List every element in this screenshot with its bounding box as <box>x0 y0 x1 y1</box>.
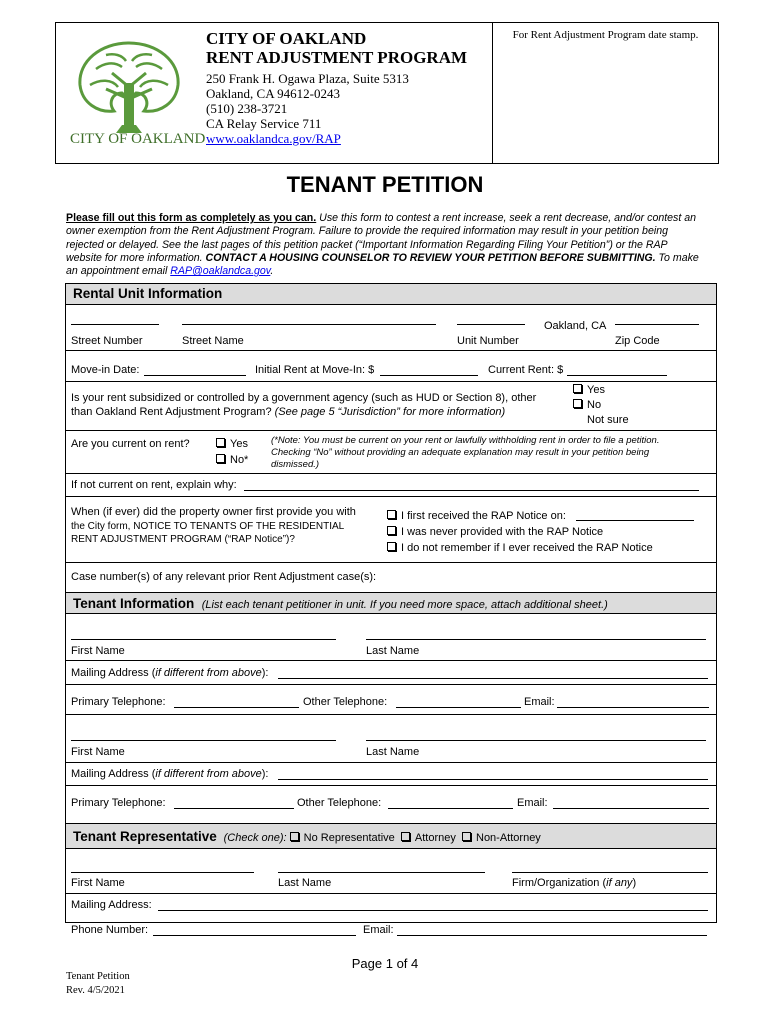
rep-first-name-input[interactable] <box>71 872 254 873</box>
website-link[interactable]: www.oaklandca.gov/RAP <box>206 131 341 146</box>
tenant1-email-label: Email: <box>524 696 555 708</box>
subsidized-question: Is your rent subsidized or controlled by a government agency (such as HUD or Section 8), other <box>71 392 537 404</box>
street-number-input[interactable] <box>71 324 159 325</box>
tenant2-other-phone-label: Other Telephone: <box>297 797 382 809</box>
section-rental-unit: Rental Unit Information <box>66 284 716 305</box>
tenant1-email-input[interactable] <box>557 707 709 708</box>
current-no-checkbox[interactable]: No* <box>216 454 248 466</box>
rep-firm-input[interactable] <box>512 872 708 873</box>
intro-lead: Please fill out this form as completely as you can. <box>66 212 317 224</box>
explain-input[interactable] <box>244 490 699 491</box>
form-name: Tenant Petition <box>66 971 130 982</box>
unit-number-label: Unit Number <box>457 335 519 347</box>
page-number: Page 1 of 4 <box>351 956 419 971</box>
page-title: TENANT PETITION <box>286 172 484 197</box>
rep-non-attorney-checkbox[interactable]: Non-Attorney <box>462 832 541 844</box>
move-in-label: Move-in Date: <box>71 364 140 376</box>
petition-form: Rental Unit Information Oakland, CA Street Number Street Name Unit Number Zip Code Move-in Date: Initial Rent at Move-In: $ Current Rent: $ Is your rent subsidized or controlled by a government agency (such as HUD or Section 8), other than Oakland Rent Adjustment Program? (See page 5 “Jurisdiction” for more information) Yes No Not sure Are you current on rent? Yes No* (*Note: You must be current on your rent or lawfully withholding rent in order to file a petition. Checking “No” without providing an adequate explanation may result in your petition being dismissed.) If not current on rent, explain why: When (if ever) did the property owner first provide you with the City form, NOTICE TO TENANTS OF THE RESIDENTIAL RENT ADJUSTMENT PROGRAM (“RAP Notice”)? I first received the RAP Notice on: I was never provided with the RAP Notice I do not remember if I ever received the RAP Notice Case number(s) of any relevant prior Rent Adjustment case(s): Tenant Information (List each tenant petitioner in unit. If you need more space, attach additional sheet.) First Name Last Name Mailing Address (if different from above): Primary Telephone: Other Telephone: Email: First Name Last Name Mailing Address (if different from above): Primary Telephone: Other Telephone: Email: Tenant Representative (Check one): No Representative Attorney Non-Attorney First Name Last Name Firm/Organization (if any) Mailing Address: <box>65 283 717 923</box>
street-name-input[interactable] <box>182 324 436 325</box>
logo-text: CITY OF OAKLAND <box>70 131 206 147</box>
rap-notice-question: When (if ever) did the property owner first provide you with <box>71 506 356 518</box>
section-tenant-representative: Tenant Representative (Check one): No Representative Attorney Non-Attorney <box>66 823 716 849</box>
tenant2-last-name-label: Last Name <box>366 746 420 758</box>
tenant2-mailing-input[interactable] <box>278 779 708 780</box>
rep-mailing-input[interactable] <box>158 910 708 911</box>
instructions: Please fill out this form as completely as you can. Use this form to contest a rent increase, seek a rent decrease, and/or contest an owner exemption from the Rent Adjustment Program. Failure to provide the required information may result in your petition being rejected or delayed. See the last pages of this petition packet (“Important Information Regarding Filing Your Petition”) or the RAP website for more information. CONTACT A HOUSING COUNSELOR TO REVIEW YOUR PETITION BEFORE SUBMITTING. To make an appointment email RAP@oaklandca.gov. <box>66 212 699 278</box>
tenant2-primary-phone-label: Primary Telephone: <box>71 797 166 809</box>
rep-attorney-checkbox[interactable]: Attorney <box>401 832 456 844</box>
current-rent-input[interactable] <box>567 375 667 376</box>
tenant1-mailing-label: Mailing Address (if different from above): <box>71 667 269 679</box>
section-tenant-info: Tenant Information (List each tenant petitioner in unit. If you need more space, attach additional sheet.) <box>66 592 716 614</box>
explain-label: If not current on rent, explain why: <box>71 479 237 491</box>
initial-rent-label: Initial Rent at Move-In: $ <box>255 364 375 376</box>
rep-mailing-label: Mailing Address: <box>71 899 152 911</box>
subsidized-yes-checkbox[interactable]: Yes <box>573 384 605 396</box>
rap-notice-date-input[interactable] <box>576 520 694 521</box>
subsidized-not-sure-checkbox[interactable]: Not sure <box>587 414 629 426</box>
zip-code-input[interactable] <box>615 324 699 325</box>
current-on-rent-label: Are you current on rent? <box>71 438 190 450</box>
tenant1-last-name-input[interactable] <box>366 639 706 640</box>
address-line2: Oakland, CA 94612-0243 <box>206 86 340 101</box>
prior-cases-label: Case number(s) of any relevant prior Rent Adjustment case(s): <box>71 571 377 583</box>
intro-text: Use this form to contest a rent increase, seek a rent decrease, and/or contest an owner exemption from the Rent Adjustment Program. Failure to provide the required information may result in your petition being rejected or delayed. See the last pages of this petition packet (“Important Information Regarding Filing Your Petition”) or the RAP website for more information. <box>66 212 697 264</box>
org-line2: RENT ADJUSTMENT PROGRAM <box>206 48 468 67</box>
move-in-input[interactable] <box>144 375 246 376</box>
tenant1-mailing-input[interactable] <box>278 678 708 679</box>
rep-phone-label: Phone Number: <box>71 924 149 936</box>
rep-last-name-input[interactable] <box>278 872 485 873</box>
intro-contact: CONTACT A HOUSING COUNSELOR TO REVIEW YOUR PETITION BEFORE SUBMITTING. <box>205 251 656 264</box>
tenant1-other-phone-input[interactable] <box>396 707 521 708</box>
rap-notice-not-remember-checkbox[interactable]: I do not remember if I ever received the RAP Notice <box>387 542 653 554</box>
phone-number: (510) 238-3721 <box>206 101 288 116</box>
tenant2-first-name-input[interactable] <box>71 740 336 741</box>
current-yes-checkbox[interactable]: Yes <box>216 438 248 450</box>
tenant1-other-phone-label: Other Telephone: <box>303 696 388 708</box>
revision-date: Rev. 4/5/2021 <box>66 985 125 996</box>
current-note: (*Note: You must be current on your rent or lawfully withholding rent in order to file a petition. <box>271 435 660 446</box>
rep-firm-label: Firm/Organization (if any) <box>512 877 637 889</box>
letterhead <box>55 22 719 164</box>
tenant2-mailing-label: Mailing Address (if different from above): <box>71 768 269 780</box>
city-label: Oakland, CA <box>544 320 607 332</box>
city-logo <box>56 23 206 163</box>
initial-rent-input[interactable] <box>380 375 478 376</box>
rep-none-checkbox[interactable]: No Representative <box>290 832 395 844</box>
relay-service: CA Relay Service 711 <box>206 116 322 131</box>
tenant2-email-label: Email: <box>517 797 548 809</box>
tenant1-last-name-label: Last Name <box>366 645 420 657</box>
tenant2-email-input[interactable] <box>553 808 709 809</box>
street-name-label: Street Name <box>182 335 244 347</box>
rep-email-input[interactable] <box>397 935 707 936</box>
org-line1: CITY OF OAKLAND <box>206 29 367 48</box>
current-rent-label: Current Rent: $ <box>488 364 564 376</box>
rap-notice-received-checkbox[interactable]: I first received the RAP Notice on: <box>387 510 566 522</box>
zip-code-label: Zip Code <box>615 335 660 347</box>
tenant1-primary-phone-input[interactable] <box>174 707 299 708</box>
intro-text2: To make an appointment email <box>66 251 699 278</box>
street-number-label: Street Number <box>71 335 143 347</box>
tenant2-first-name-label: First Name <box>71 746 125 758</box>
email-link[interactable]: RAP@oaklandca.gov <box>170 265 271 278</box>
rep-email-label: Email: <box>363 924 394 936</box>
tenant2-last-name-input[interactable] <box>366 740 706 741</box>
rep-first-name-label: First Name <box>71 877 125 889</box>
rep-phone-input[interactable] <box>153 935 356 936</box>
address-block <box>206 29 467 146</box>
address-line1: 250 Frank H. Ogawa Plaza, Suite 5313 <box>206 71 409 86</box>
tenant1-primary-phone-label: Primary Telephone: <box>71 696 166 708</box>
tenant2-primary-phone-input[interactable] <box>174 808 294 809</box>
tenant1-first-name-label: First Name <box>71 645 125 657</box>
unit-number-input[interactable] <box>457 324 525 325</box>
tenant2-other-phone-input[interactable] <box>388 808 513 809</box>
tenant1-first-name-input[interactable] <box>71 639 336 640</box>
date-stamp-box <box>492 23 718 163</box>
stamp-label: For Rent Adjustment Program date stamp. <box>512 29 699 41</box>
rap-notice-never-checkbox[interactable]: I was never provided with the RAP Notice <box>387 526 603 538</box>
rep-last-name-label: Last Name <box>278 877 332 889</box>
subsidized-no-checkbox[interactable]: No <box>573 399 601 411</box>
